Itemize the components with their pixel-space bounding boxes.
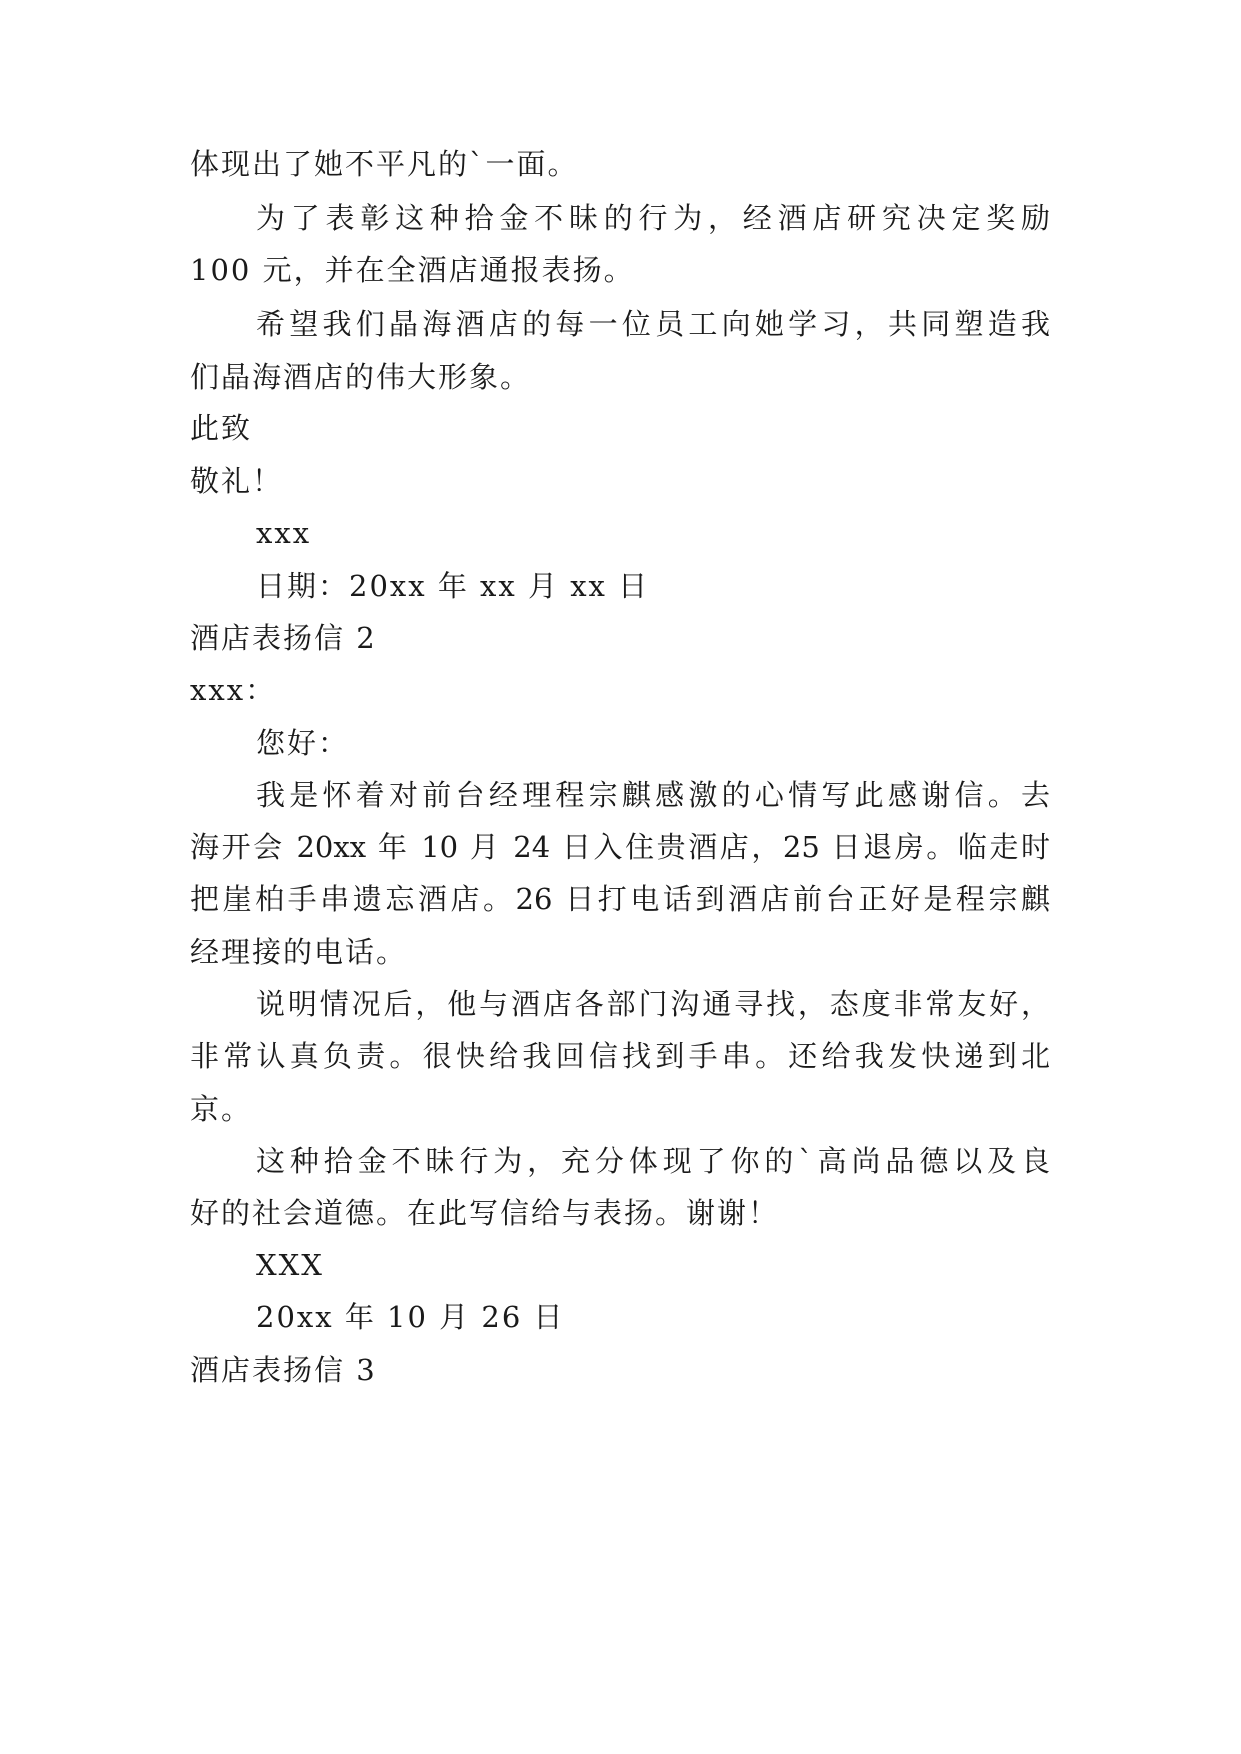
signature-date: 20xx 年 10 月 26 日 [256, 1300, 565, 1334]
greeting-line: 您好： [256, 726, 350, 760]
paragraph-line: 说明情况后，他与酒店各部门沟通寻找，态度非常友好， [256, 987, 1050, 1021]
section-heading: 酒店表扬信 3 [190, 1353, 377, 1387]
recipient-line: xxx： [190, 673, 277, 707]
paragraph-line: 为了表彰这种拾金不昧的行为，经酒店研究决定奖励 [256, 201, 1050, 235]
paragraph-line: 这种拾金不昧行为，充分体现了你的`高尚品德以及良 [256, 1144, 1050, 1178]
paragraph-line: 希望我们晶海酒店的每一位员工向她学习，共同塑造我 [256, 307, 1050, 341]
text-line: 体现出了她不平凡的`一面。 [190, 147, 579, 181]
paragraph-line: 把崖柏手串遗忘酒店。26 日打电话到酒店前台正好是程宗麒 [190, 882, 1050, 916]
salutation-line: 敬礼！ [190, 464, 284, 498]
text-line: 们晶海酒店的伟大形象。 [190, 360, 532, 394]
signature-name: xxx [256, 516, 312, 550]
paragraph-line: 非常认真负责。很快给我回信找到手串。还给我发快递到北 [190, 1039, 1050, 1073]
text-line: 好的社会道德。在此写信给与表扬。谢谢！ [190, 1196, 780, 1230]
paragraph-line: 海开会 20xx 年 10 月 24 日入住贵酒店，25 日退房。临走时 [190, 830, 1050, 864]
closing-line: 此致 [190, 411, 253, 445]
text-line: 京。 [190, 1092, 253, 1126]
text-line: 经理接的电话。 [190, 935, 408, 969]
paragraph-line: 我是怀着对前台经理程宗麒感激的心情写此感谢信。去 [256, 778, 1050, 812]
signature-name: XXX [256, 1248, 324, 1282]
signature-date: 日期：20xx 年 xx 月 xx 日 [256, 569, 650, 603]
text-line: 100 元，并在全酒店通报表扬。 [190, 253, 635, 287]
section-heading: 酒店表扬信 2 [190, 621, 377, 655]
